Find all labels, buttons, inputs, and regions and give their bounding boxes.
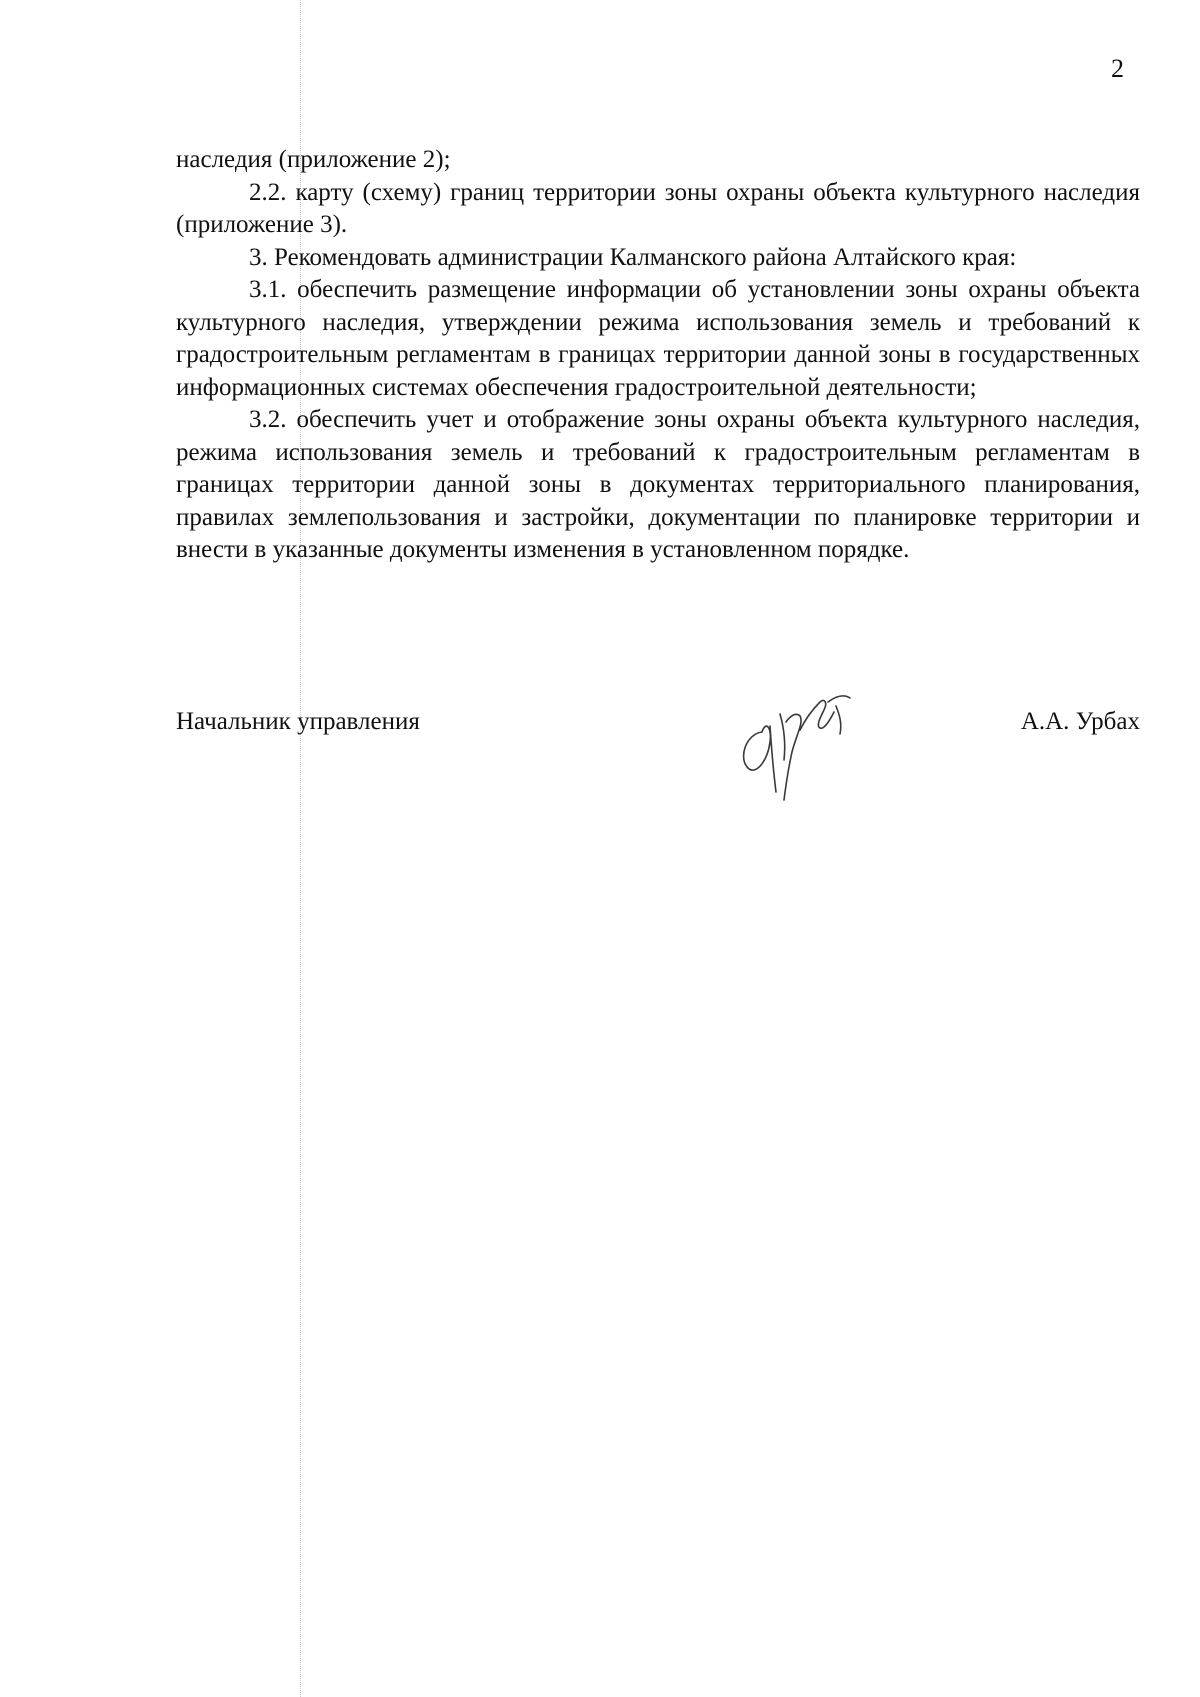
paragraph-2-2: 2.2. карту (схему) границ территории зоны охраны объекта культурного наследия (приложение 3). bbox=[176, 178, 1140, 238]
paragraph-3-1: 3.1. обеспечить размещение информации об установлении зоны охраны объекта культурного наследия, утверждении режима использования земель и требований к градостроительным регламентам в границах территории данной зоны в государственных информационных системах обеспечения градостроительной деятельности; bbox=[176, 276, 1140, 401]
signer-title: Начальник управления bbox=[176, 708, 420, 735]
signer-name: А.А. Урбах bbox=[1020, 708, 1140, 735]
paragraph-continuation: наследия (приложение 2); bbox=[176, 146, 451, 173]
signature-block bbox=[176, 696, 1140, 836]
page-number: 2 bbox=[1111, 54, 1124, 83]
handwritten-signature-icon bbox=[724, 672, 864, 812]
paragraph-3-2: 3.2. обеспечить учет и отображение зоны охраны объекта культурного наследия, режима использования земель и требований к градостроительным регламентам в границах территории данной зоны в документах территориального планирования, правилах землепользования и застройки, документации по планировке территории и внести в указанные документы изменения в установленном порядке. bbox=[176, 406, 1140, 563]
document-body bbox=[176, 144, 1140, 567]
paragraph-3: 3. Рекомендовать администрации Калманского района Алтайского края: bbox=[249, 243, 1017, 271]
